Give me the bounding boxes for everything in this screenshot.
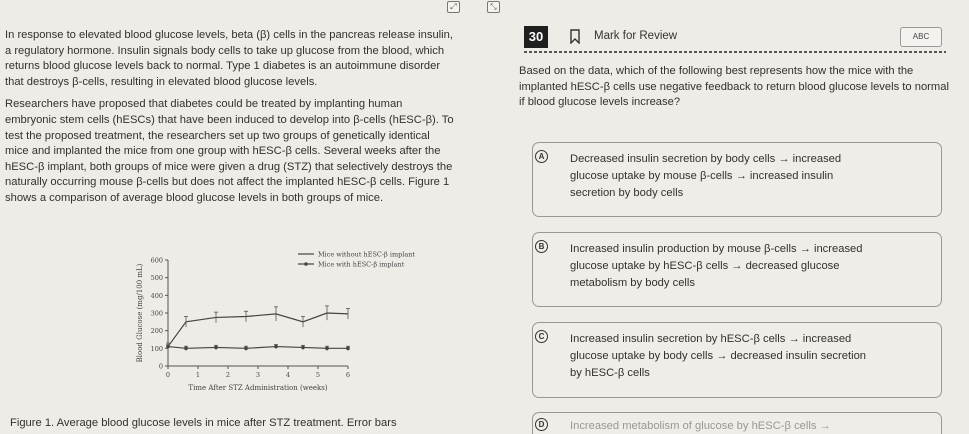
glucose-chart	[120, 248, 450, 398]
option-line: Decreased insulin secretion by body cells → increased	[570, 153, 842, 165]
bookmark-icon[interactable]	[570, 29, 580, 44]
y-axis-label: Blood Glucose (mg/100 mL)	[136, 263, 144, 363]
passage-paragraph-2: Researchers have proposed that diabetes could be treated by implanting human embryonic stem cells (hESCs) that have been induced to develop into β-cells (hESC-β). To test the proposed treatment, the researchers set up two groups of genetically identical mice and implanted the mice from one group with hESC-β cells. Several weeks after the hESC-β implant, both groups of mice were given a drug (STZ) that selectively destroys the naturally occurring mouse β-cells but does not affect the implanted hESC-β cells. Figure 1 shows a comparison of average blood glucose levels in both groups of mice.	[5, 98, 454, 204]
answer-option-d[interactable]	[532, 412, 942, 434]
x-tick-label: 1	[195, 371, 201, 379]
y-tick-label: 300	[150, 309, 163, 318]
option-letter: D	[535, 418, 548, 431]
y-tick-label: 600	[150, 256, 163, 265]
option-line: glucose uptake by mouse β-cells → increased insulin	[570, 170, 834, 182]
series-line-1	[168, 313, 348, 347]
y-tick-label: 100	[150, 344, 163, 353]
question-number: 30	[524, 26, 548, 48]
y-tick-label: 200	[150, 327, 163, 336]
data-point	[325, 347, 329, 351]
data-point	[166, 345, 170, 349]
x-tick-label: 2	[225, 371, 231, 379]
option-letter: A	[535, 150, 548, 163]
y-tick-label: 500	[150, 274, 163, 283]
option-line: Increased metabolism of glucose by hESC-β cells →	[570, 420, 831, 432]
passage	[5, 28, 455, 214]
series-line-2	[168, 347, 348, 349]
data-point	[301, 346, 305, 350]
top-toolbar	[0, 0, 969, 16]
passage-paragraph-1: In response to elevated blood glucose levels, beta (β) cells in the pancreas release insulin, a regulatory hormone. Insulin signals body cells to take up glucose from the blood, which returns blood glucose levels back to normal. Type 1 diabetes is an autoimmune disorder that destroys β-cells, resulting in elevated blood glucose levels.	[5, 29, 453, 88]
x-axis-label: Time After STZ Administration (weeks)	[188, 384, 328, 392]
answer-option-c[interactable]	[532, 322, 942, 398]
x-tick-label: 3	[255, 371, 261, 379]
x-tick-label: 5	[315, 371, 321, 379]
option-letter: B	[535, 240, 548, 253]
legend-label: Mice without hESC-β implant	[318, 250, 416, 259]
answer-option-b[interactable]	[532, 232, 942, 307]
x-tick-label: 4	[285, 371, 291, 379]
header-divider	[524, 51, 946, 53]
legend-label: Mice with hESC-β implant	[318, 260, 405, 269]
option-line: secretion by body cells	[570, 187, 684, 199]
data-point	[244, 347, 248, 351]
option-line: Increased insulin production by mouse β-cells → increased	[570, 243, 863, 255]
answer-option-a[interactable]	[532, 142, 942, 217]
option-line: glucose uptake by body cells → decreased insulin secretion	[570, 350, 867, 362]
figure-caption: Figure 1. Average blood glucose levels in mice after STZ treatment. Error bars	[10, 417, 397, 429]
data-point	[214, 346, 218, 350]
option-line: metabolism by body cells	[570, 277, 695, 289]
option-line: glucose uptake by hESC-β cells → decreased glucose	[570, 260, 840, 272]
data-point	[346, 347, 350, 351]
abc-eliminate-button[interactable]	[900, 27, 942, 47]
question-header	[524, 26, 946, 50]
question-stem: Based on the data, which of the following best represents how the mice with the implanted hESC-β cells use negative feedback to return blood glucose levels to normal if blood glucose levels increase?	[519, 65, 949, 108]
mark-for-review-button[interactable]: Mark for Review	[594, 30, 678, 42]
option-line: by hESC-β cells	[570, 367, 650, 379]
option-line: Increased insulin secretion by hESC-β cells → increased	[570, 333, 852, 345]
y-tick-label: 400	[150, 291, 163, 300]
option-letter: C	[535, 330, 548, 343]
data-point	[274, 345, 278, 349]
data-point	[184, 347, 188, 351]
expand-icon[interactable]: ⤢	[447, 1, 460, 13]
x-tick-label: 0	[165, 371, 171, 379]
y-tick-label: 0	[158, 362, 163, 371]
legend-marker	[304, 262, 308, 266]
collapse-icon[interactable]: ⤡	[487, 1, 500, 13]
abc-label: ABC	[912, 32, 930, 41]
x-tick-label: 6	[345, 371, 351, 379]
